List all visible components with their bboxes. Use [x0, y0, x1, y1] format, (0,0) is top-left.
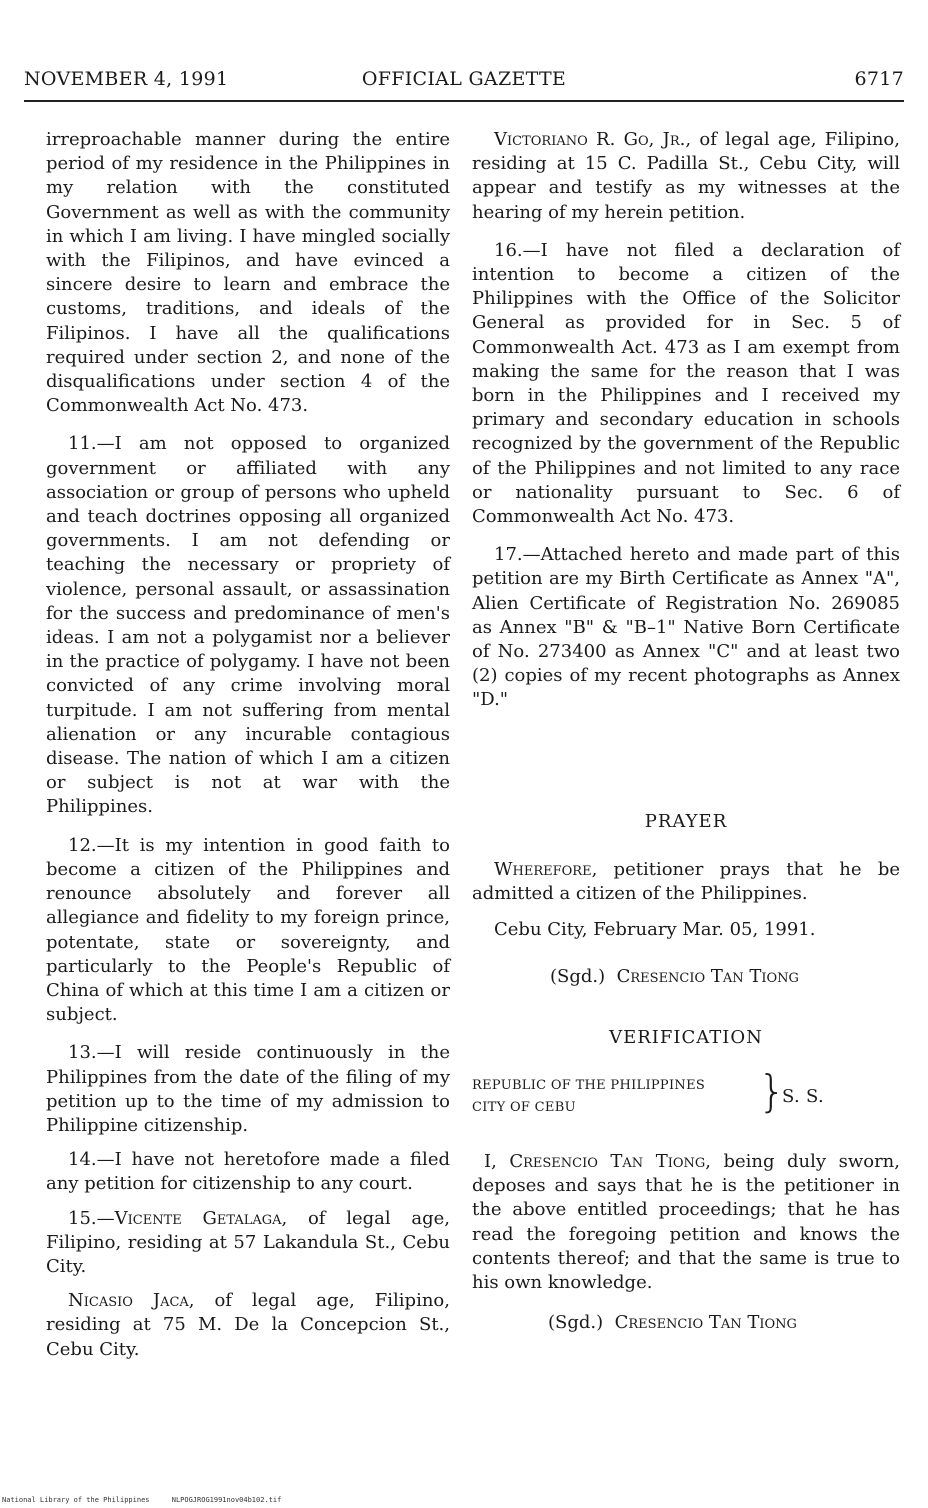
witness-paragraph-2 — [46, 1289, 450, 1362]
prayer-signature — [550, 966, 799, 987]
witness-name-2: Nicasio Jaca — [68, 1290, 189, 1312]
prayer-sgd: (Sgd.) — [550, 966, 606, 987]
prayer-text — [472, 858, 900, 906]
scan-footer — [2, 1496, 299, 1504]
paragraph-10-continued: irreproachable manner during the entire period of my residence in the Philippines in my relation with the constituted Government as well as with the community in which I am living. I have mingled socially with the Filipinos, and have evinced a sincere desire to learn and embrace the customs, traditions, and ideals of the Filipinos. I have all the qualifications required under section 2, and none of the disqualifications under section 4 of the Commonwealth Act No. 473. — [46, 129, 450, 417]
verification-signature — [548, 1312, 797, 1333]
footer-file: NLPOGJROG1991nov04b102.tif — [171, 1496, 282, 1504]
verification-sgd: (Sgd.) — [548, 1312, 604, 1333]
paragraph-13: 13.—I will reside continuously in the Philippines from the date of the filing of my petition up to the time of my admission to Philippine citizenship. — [46, 1042, 450, 1136]
prayer-date-line: Cebu City, February Mar. 05, 1991. — [494, 919, 816, 940]
header-rule — [24, 100, 904, 102]
witness-details-1: , of legal age, Filipino, residing at 57 Lakandula St., Cebu City. — [46, 1207, 450, 1277]
prayer-body: , petitioner prays that he be admitted a citizen of the Philippines. — [472, 859, 900, 905]
paragraph-12: 12.—It is my intention in good faith to become a citizen of the Philippines and renounce absolutely and forever all allegiance and fidelity to my foreign prince, potentate, state or sovereignty, and particularly to the People's Republic of China of which at this time I am a citizen or subject. — [46, 834, 450, 1026]
witness-details-2: , of legal age, Filipino, residing at 75 M. De la Concepcion St., Cebu City. — [46, 1290, 450, 1360]
venue-caption — [472, 1066, 900, 1132]
paragraph-15-number: 15.— — [68, 1207, 115, 1229]
paragraph-17: 17.—Attached hereto and made part of this petition are my Birth Certificate as Annex "A", Alien Certificate of Registration No. 269085 as Annex "B" & "B–1" Native Born Certificate of No. 273400 as Annex "C" and at least two (2) copies of my recent photographs as Annex "D." — [472, 544, 900, 711]
paragraph-16: 16.—I have not filed a declaration of intention to become a citizen of the Philippines with the Office of the Solicitor General as provided for in Sec. 5 of Commonwealth Act. 473 as I am exempt from making the same for the reason that I was born in the Philippines and I received my primary and secondary education in schools recognized by the government of the Republic of the Philippines and not limited to any race or nationality pursuant to Sec. 6 of Commonwealth Act No. 473. — [472, 239, 900, 528]
prayer-signatory: Cresencio Tan Tiong — [616, 966, 799, 987]
witness-paragraph-3 — [472, 128, 900, 225]
caption-republic: REPUBLIC OF THE PHILIPPINES — [472, 1078, 706, 1093]
caption-ss: S. S. — [782, 1086, 825, 1107]
witness-name-3: Victoriano R. Go, Jr. — [494, 129, 686, 150]
witness-name-1: Vicente Getalaga — [114, 1207, 282, 1229]
paragraph-11: 11.—I am not opposed to organized government or affiliated with any association or group of persons who upheld and teach doctrines opposing all organized governments. I am not defending or teaching the necessary or propriety of violence, personal assault, or assassination for the success and predominance of men's ideas. I am not a polygamist nor a believer in the practice of polygamy. I have not been convicted of any crime involving moral turpitude. I am not suffering from mental alienation or any incurable contagious disease. The nation of which I am a citizen or subject is not at war with the Philippines. — [46, 433, 450, 818]
caption-city: CITY OF CEBU — [472, 1100, 576, 1115]
verification-heading: VERIFICATION — [609, 1027, 763, 1048]
left-column — [46, 128, 450, 1376]
verification-body: , being duly sworn, deposes and says that he is the petitioner in the above entitled proceedings; that he has read the foregoing petition and knows the contents thereof; and that the same is true to his own knowledge. — [472, 1151, 900, 1294]
verification-text — [472, 1150, 900, 1295]
prayer-heading: PRAYER — [644, 811, 728, 832]
verification-signatory: Cresencio Tan Tiong — [614, 1312, 797, 1333]
page-number: 6717 — [854, 68, 904, 90]
header-date: NOVEMBER 4, 1991 — [24, 68, 229, 90]
witness-details-3: , of legal age, Filipino, residing at 15 C. Padilla St., Cebu City, will appear and testify as my witnesses at the hearing of my herein petition. — [472, 129, 900, 223]
paragraph-15 — [46, 1207, 450, 1280]
footer-library: National Library of the Philippines — [2, 1496, 150, 1504]
verification-name: Cresencio Tan Tiong — [509, 1151, 706, 1172]
verification-prefix: I, — [484, 1151, 510, 1172]
right-column — [472, 128, 900, 727]
prayer-wherefore: Wherefore — [494, 859, 592, 880]
publication-title: OFFICIAL GAZETTE — [361, 68, 567, 90]
page-header — [24, 64, 904, 96]
paragraph-14: 14.—I have not heretofore made a filed any petition for citizenship to any court. — [46, 1149, 450, 1195]
brace-icon: } — [758, 1066, 787, 1117]
